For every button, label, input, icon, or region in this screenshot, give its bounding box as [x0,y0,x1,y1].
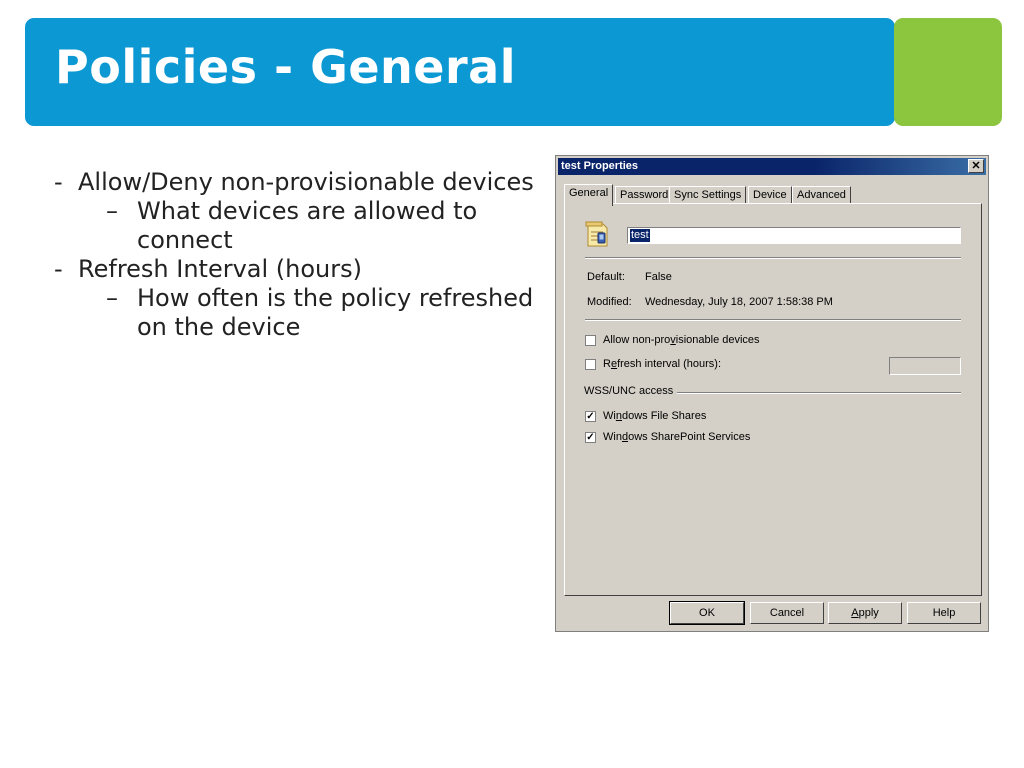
tab-advanced[interactable]: Advanced [792,186,851,204]
close-icon[interactable]: ✕ [968,159,984,173]
separator [585,257,961,259]
bullet-text: Refresh Interval (hours) [78,255,363,283]
bullet-marker: – [106,197,118,225]
bullet-text: What devices are allowed to connect [137,197,478,254]
dialog-title: test Properties [561,160,639,172]
properties-dialog [555,155,989,632]
slide-title: Policies - General [55,40,516,94]
ok-button[interactable]: OK [670,602,744,624]
policy-name-value: test [631,229,649,241]
cancel-button[interactable]: Cancel [750,602,824,624]
modified-label: Modified: [587,296,632,308]
bullet-marker: - [54,168,63,196]
tab-password[interactable]: Password [615,186,673,204]
windows-file-shares-label[interactable]: Windows File Shares [603,410,707,422]
bullet-list [54,168,534,342]
banner-tile [787,18,895,126]
refresh-interval-input[interactable] [889,357,961,375]
default-value: False [645,271,672,283]
tab-general[interactable]: General [564,184,613,206]
allow-nonprovisionable-label[interactable]: Allow non-provisionable devices [603,334,760,346]
group-separator [677,392,961,394]
refresh-interval-label[interactable]: Refresh interval (hours): [603,358,722,370]
windows-sharepoint-label[interactable]: Windows SharePoint Services [603,431,751,443]
modified-value: Wednesday, July 18, 2007 1:58:38 PM [645,296,833,308]
tab-device[interactable]: Device [748,186,792,204]
windows-sharepoint-checkbox[interactable]: ✓ [586,432,595,443]
policy-document-icon [585,220,611,248]
banner-green-tile [894,18,1002,126]
general-tab-panel [564,203,982,596]
windows-file-shares-checkbox[interactable]: ✓ [586,411,595,422]
wss-unc-group-label: WSS/UNC access [584,385,674,397]
bullet-text: Allow/Deny non-provisionable devices [78,168,534,196]
banner-tile [679,18,787,126]
title-banner [25,18,1002,126]
refresh-interval-checkbox[interactable] [585,359,596,370]
bullet-item [54,197,534,255]
default-label: Default: [587,271,625,283]
bullet-item [54,168,534,197]
bullet-item [54,255,534,284]
bullet-marker: – [106,284,118,312]
apply-button[interactable]: Apply [828,602,902,624]
policy-name-field[interactable] [627,227,961,244]
tab-sync-settings[interactable]: Sync Settings [669,186,746,204]
separator [585,319,961,321]
dialog-titlebar[interactable] [558,158,986,175]
help-button[interactable]: Help [907,602,981,624]
allow-nonprovisionable-checkbox[interactable] [585,335,596,346]
bullet-item [54,284,534,342]
bullet-text: How often is the policy refreshed on the device [137,284,534,341]
bullet-marker: - [54,255,63,283]
banner-tile [570,18,678,126]
